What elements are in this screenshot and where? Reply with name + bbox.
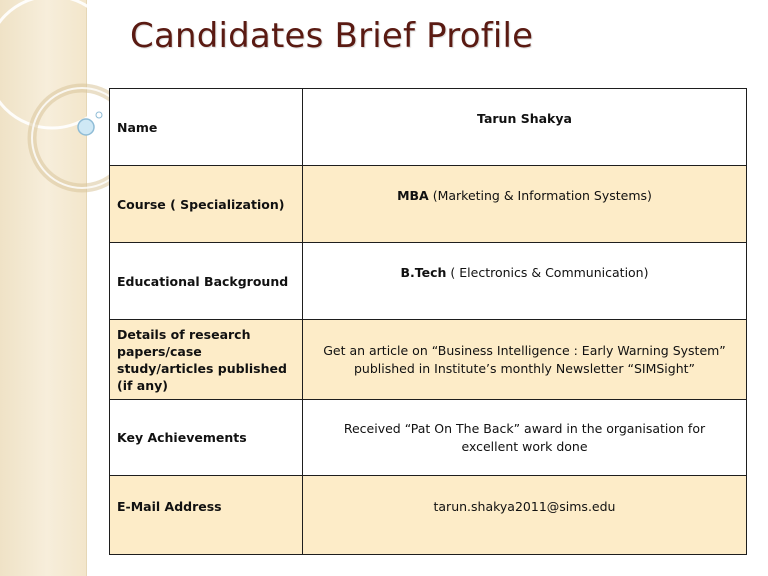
row-label-education: Educational Background [110, 243, 303, 320]
achievements-text: Received “Pat On The Back” award in the organisation for excellent work done [343, 420, 706, 454]
row-value-name [303, 89, 747, 166]
row-label-research: Details of research papers/case study/articles published (if any) [110, 320, 303, 400]
course-specialization: (Marketing & Information Systems) [428, 188, 652, 203]
education-field: ( Electronics & Communication) [446, 265, 649, 280]
education-degree: B.Tech [400, 265, 447, 280]
table-row [110, 400, 747, 476]
profile-table [109, 88, 747, 555]
table-row [110, 89, 747, 166]
row-label-achievements: Key Achievements [110, 400, 303, 476]
row-value-course [303, 166, 747, 243]
row-value-email [303, 476, 747, 555]
table-row [110, 243, 747, 320]
row-label-name: Name [110, 89, 303, 166]
course-degree: MBA [397, 188, 429, 203]
table-row [110, 166, 747, 243]
row-label-course: Course ( Specialization) [110, 166, 303, 243]
email-address: tarun.shakya2011@sims.edu [433, 499, 616, 514]
row-value-education [303, 243, 747, 320]
table-row [110, 476, 747, 555]
row-label-email: E-Mail Address [110, 476, 303, 555]
name-value: Tarun Shakya [477, 111, 572, 126]
slide-title: Candidates Brief Profile [130, 16, 534, 56]
research-text: Get an article on “Business Intelligence : Early Warning System” published in Institute’s monthly Newsletter “SIMSight” [323, 342, 726, 376]
table-row [110, 320, 747, 400]
row-value-achievements [303, 400, 747, 476]
row-value-research [303, 320, 747, 400]
